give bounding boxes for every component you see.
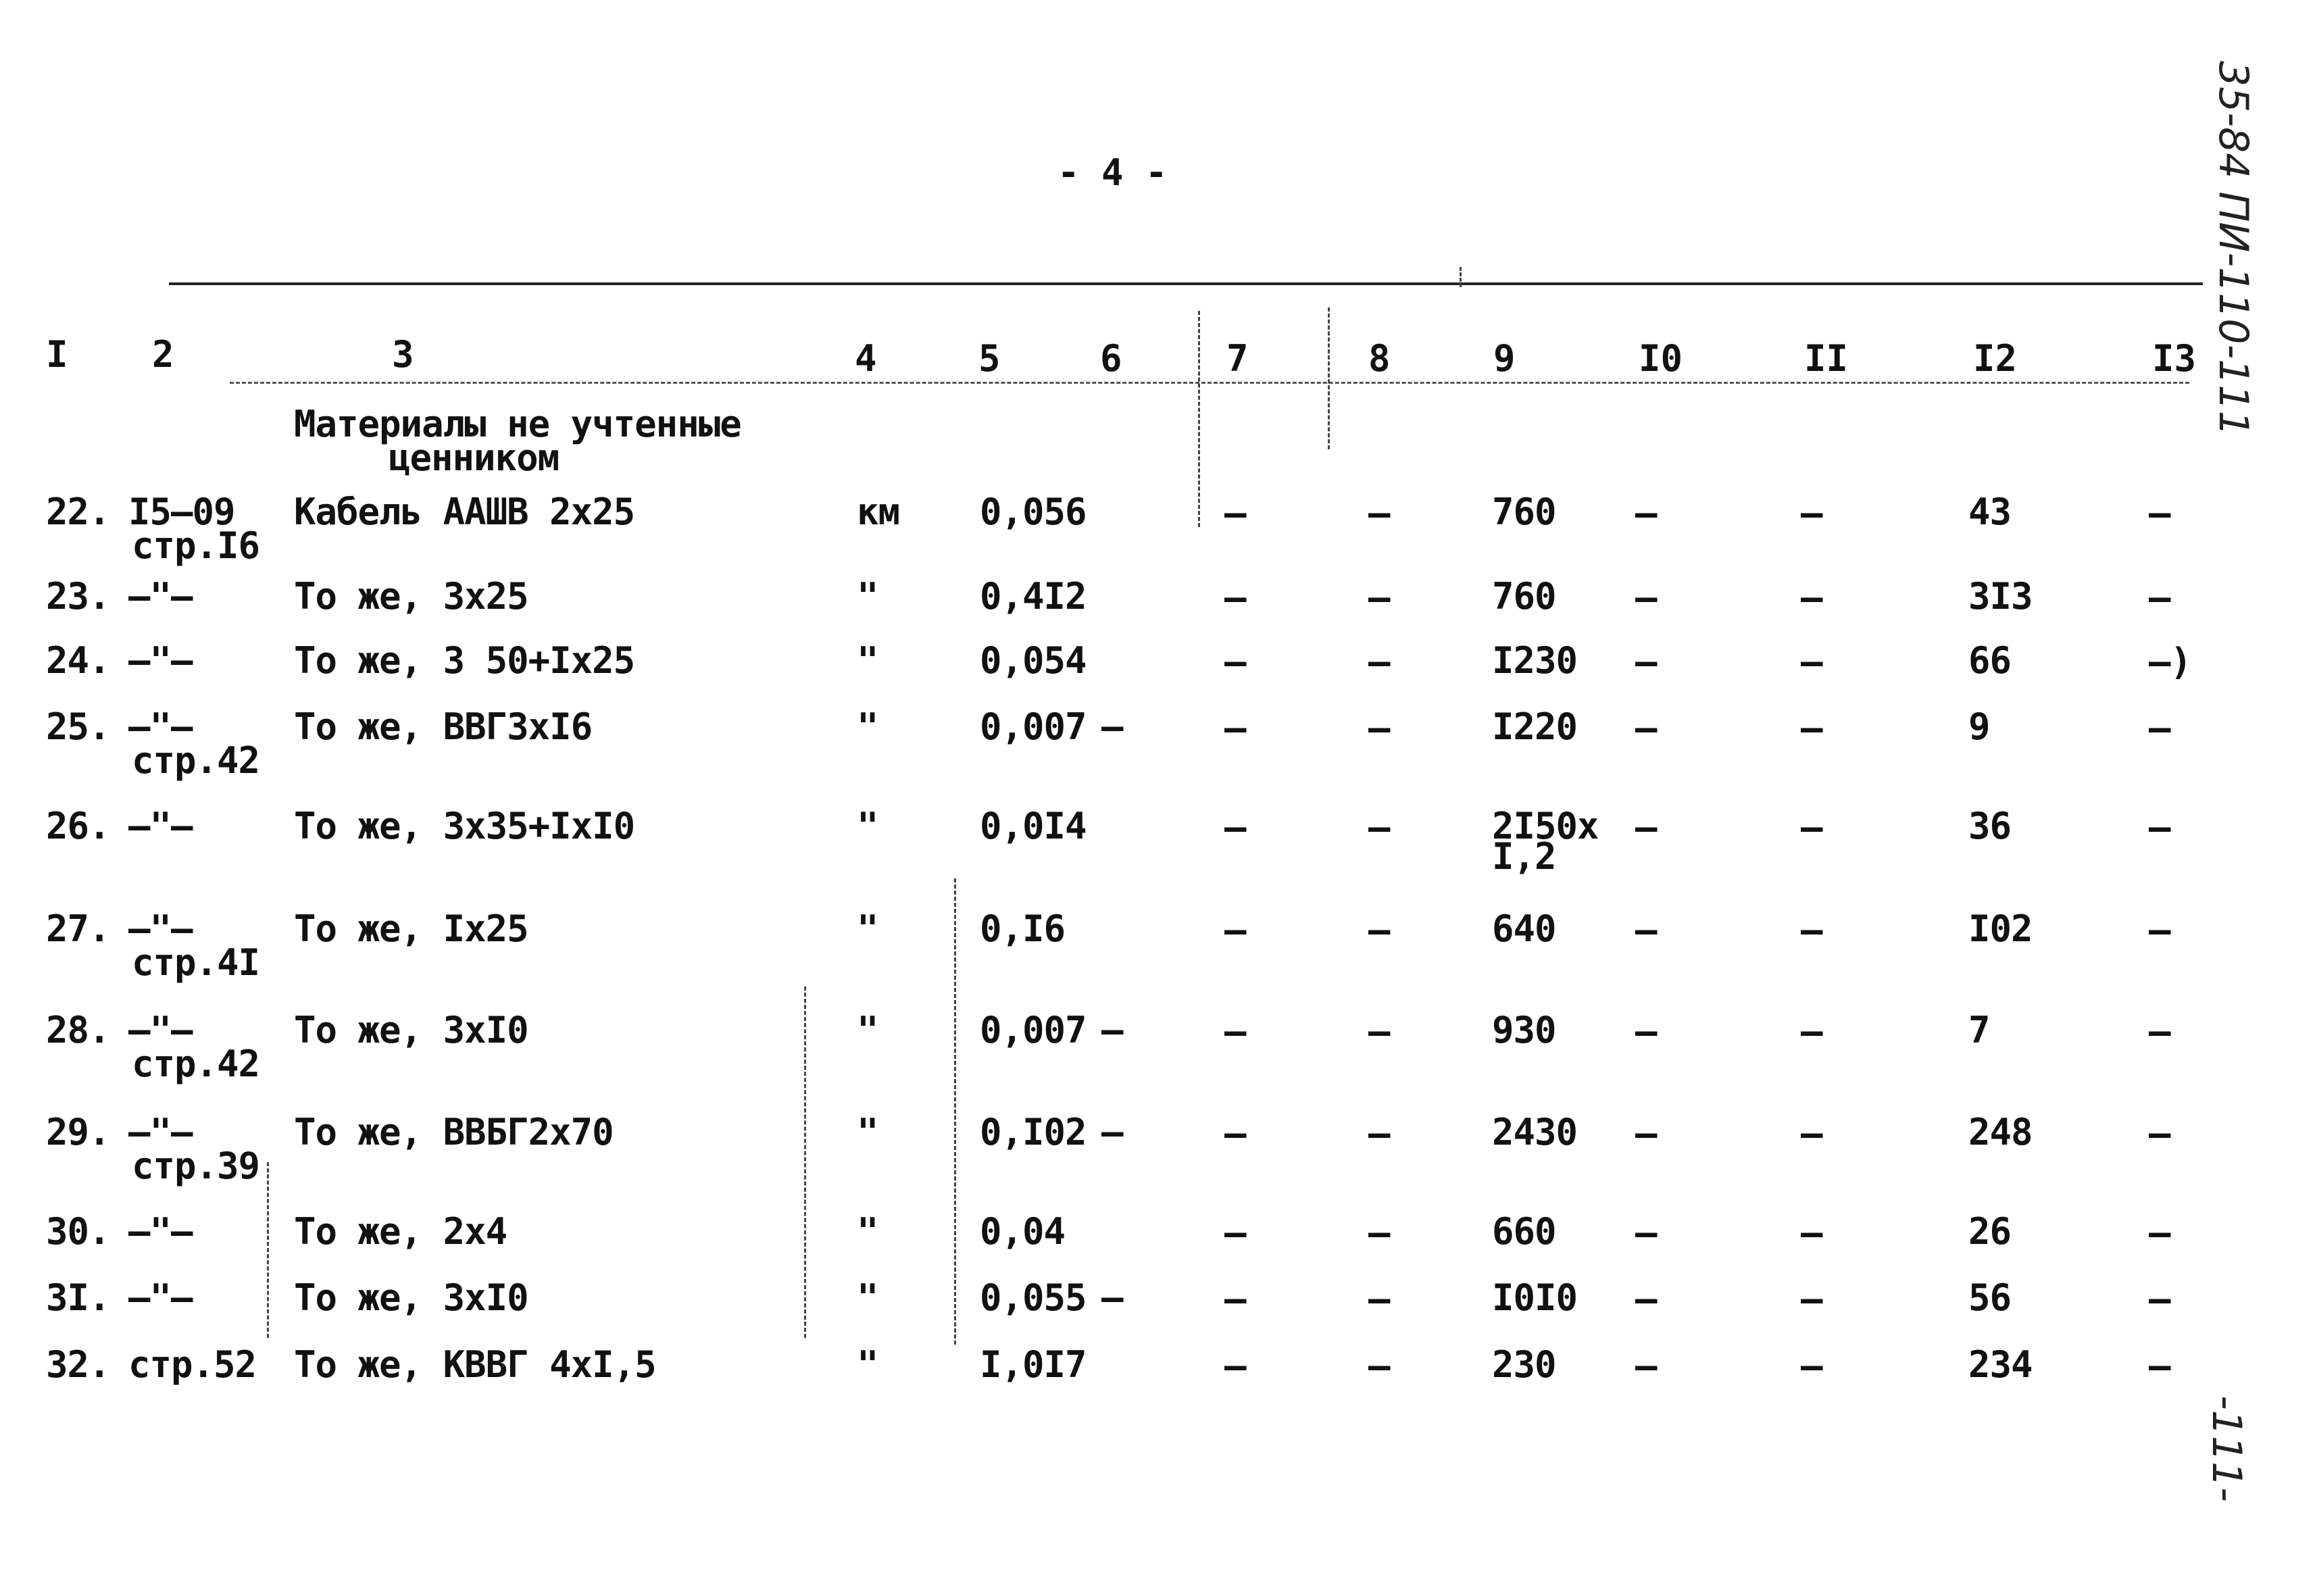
row-unit: " [857,1111,878,1153]
row-col10: – [1635,806,1657,849]
row-col10: – [1635,909,1657,951]
row-col11: – [1801,1278,1822,1320]
row-col7: – [1224,1278,1246,1320]
row-col7: – [1224,1010,1246,1053]
col-header-5: 5 [978,337,1001,380]
row-number: 30. [46,1210,110,1253]
row-unit: " [857,1009,878,1051]
row-col7: – [1224,1345,1246,1387]
section-title-line1: Материалы не учтенные [294,403,741,445]
row-reference: –"– [128,1276,193,1319]
row-col7: – [1224,1212,1246,1254]
row-col11: – [1801,1212,1822,1254]
row-reference-page: стр.4I [132,941,260,984]
col-header-10: I0 [1639,337,1683,380]
row-col10: – [1635,1112,1657,1155]
row-col11: – [1801,1112,1822,1155]
row-price: 2430 [1492,1111,1578,1153]
row-col13: – [2149,1278,2170,1320]
row-material-name: То же, ВВГ3хI6 [294,705,593,748]
row-quantity: 0,007 [980,1009,1087,1051]
row-total: 36 [1968,805,2012,847]
section-title-line2: ценником [389,437,559,479]
row-col13: –) [2149,641,2192,683]
row-col10: – [1635,492,1657,534]
row-col7: – [1224,806,1246,849]
row-col11: – [1801,576,1822,619]
row-unit: " [857,575,878,618]
row-reference: –"– [128,705,193,748]
row-col11: – [1801,909,1822,951]
row-col8: – [1368,1010,1390,1053]
col-header-12: I2 [1973,337,2018,380]
row-col7: – [1224,707,1246,749]
row-col6: – [1101,1276,1123,1319]
row-quantity: 0,007 [980,705,1087,748]
row-col7: – [1224,909,1246,951]
col-separator-5 [954,878,956,1345]
row-col6: – [1101,705,1123,748]
row-total: 9 [1968,705,1990,748]
row-reference-page: стр.42 [132,739,260,782]
row-col11: – [1801,806,1822,849]
row-col6: – [1101,1111,1123,1153]
page-number: - 4 - [1057,151,1168,194]
row-material-name: То же, 3хI0 [294,1009,528,1051]
row-col11: – [1801,1345,1822,1387]
row-col8: – [1368,1212,1390,1254]
row-col13: – [2149,1010,2170,1053]
row-number: 29. [46,1111,110,1153]
folio-number: -111- [2203,1395,2250,1502]
row-col10: – [1635,1010,1657,1053]
row-quantity: 0,I02 [980,1111,1087,1153]
document-code: 35-84 ПИ-110-111 [2210,61,2257,437]
row-total: 66 [1968,639,2012,682]
row-col13: – [2149,707,2170,749]
row-material-name: Кабель ААШВ 2х25 [294,491,635,533]
row-total: 43 [1968,491,2012,533]
row-reference: стр.52 [128,1343,257,1386]
row-unit: " [857,805,878,847]
row-price: I230 [1492,639,1578,682]
row-col7: – [1224,492,1246,534]
col-header-8: 8 [1368,337,1391,380]
row-total: I02 [1968,907,2033,950]
row-unit: км [857,491,900,533]
row-total: 7 [1968,1009,1990,1051]
row-price: 640 [1492,907,1556,950]
header-bottom-rule [230,382,2189,384]
row-col13: – [2149,1345,2170,1387]
row-col11: – [1801,707,1822,749]
col-separator-4 [804,987,806,1338]
row-reference: –"– [128,1210,193,1253]
row-total: 26 [1968,1210,2012,1253]
row-material-name: То же, Iх25 [294,907,528,950]
row-price: 230 [1492,1343,1556,1386]
row-col8: – [1368,492,1390,534]
row-number: 26. [46,805,110,847]
row-col13: – [2149,1112,2170,1155]
row-unit: " [857,705,878,748]
row-reference-page: стр.I6 [132,524,260,567]
col-header-6: 6 [1100,337,1122,380]
row-col11: – [1801,492,1822,534]
row-unit: " [857,1343,878,1386]
row-col13: – [2149,576,2170,619]
col-header-9: 9 [1493,337,1516,380]
row-price: 760 [1492,575,1556,618]
row-material-name: То же, 3х25 [294,575,528,618]
row-col7: – [1224,576,1246,619]
row-reference: –"– [128,639,193,682]
col-header-13: I3 [2152,337,2197,380]
row-price: I0I0 [1492,1276,1578,1319]
table-top-rule [169,282,2203,285]
row-total: 234 [1968,1343,2033,1386]
row-material-name: То же, 3 50+Iх25 [294,639,635,682]
row-reference-page: стр.39 [132,1145,260,1187]
row-col10: – [1635,576,1657,619]
row-unit: " [857,1210,878,1253]
row-col8: – [1368,707,1390,749]
row-reference: –"– [128,805,193,847]
row-material-name: То же, КВВГ 4хI,5 [294,1343,656,1386]
col-separator-7 [1198,311,1200,527]
col-header-7: 7 [1226,337,1249,380]
row-quantity: 0,04 [980,1210,1066,1253]
row-col10: – [1635,1212,1657,1254]
row-number: 32. [46,1343,110,1386]
row-price-multiplier: I,2 [1492,835,1556,878]
row-col8: – [1368,1345,1390,1387]
row-unit: " [857,907,878,950]
row-price: 660 [1492,1210,1556,1253]
col-header-1: I [46,333,68,376]
row-col8: – [1368,641,1390,683]
row-number: 22. [46,491,110,533]
row-col11: – [1801,641,1822,683]
row-reference: –"– [128,907,193,950]
row-unit: " [857,639,878,682]
row-price: 760 [1492,491,1556,533]
row-price: I220 [1492,705,1578,748]
row-col8: – [1368,909,1390,951]
row-quantity: 0,0I4 [980,805,1087,847]
row-number: 28. [46,1009,110,1051]
row-material-name: То же, 3хI0 [294,1276,528,1319]
row-number: 3I. [46,1276,110,1319]
col-separator-3 [267,1162,269,1338]
col-header-4: 4 [855,337,877,380]
row-quantity: I,0I7 [980,1343,1087,1386]
row-col8: – [1368,576,1390,619]
row-total: 3I3 [1968,575,2033,618]
row-price: 930 [1492,1009,1556,1051]
row-col7: – [1224,1112,1246,1155]
col-separator-8 [1328,307,1330,449]
row-quantity: 0,054 [980,639,1087,682]
row-quantity: 0,I6 [980,907,1066,950]
row-col10: – [1635,1278,1657,1320]
row-quantity: 0,055 [980,1276,1087,1319]
row-col11: – [1801,1010,1822,1053]
row-col10: – [1635,641,1657,683]
row-number: 23. [46,575,110,618]
row-unit: " [857,1276,878,1319]
col-header-2: 2 [152,333,174,376]
row-col13: – [2149,909,2170,951]
row-total: 56 [1968,1276,2012,1319]
row-quantity: 0,4I2 [980,575,1087,618]
row-col13: – [2149,492,2170,534]
col-header-11: II [1804,337,1849,380]
row-price: 2I50х [1492,805,1599,847]
row-reference: –"– [128,1009,193,1051]
row-col10: – [1635,1345,1657,1387]
row-material-name: То же, 2х4 [294,1210,507,1253]
row-col13: – [2149,1212,2170,1254]
row-number: 24. [46,639,110,682]
row-col6: – [1101,1009,1123,1051]
row-reference-page: стр.42 [132,1043,260,1085]
row-reference: –"– [128,1111,193,1153]
row-total: 248 [1968,1111,2033,1153]
row-material-name: То же, 3х35+IхI0 [294,805,635,847]
col-header-3: 3 [392,333,414,376]
row-quantity: 0,056 [980,491,1087,533]
header-tick [1460,267,1462,287]
row-col10: – [1635,707,1657,749]
row-col8: – [1368,1112,1390,1155]
row-col8: – [1368,806,1390,849]
row-col8: – [1368,1278,1390,1320]
row-number: 25. [46,705,110,748]
row-number: 27. [46,907,110,950]
row-reference: I5–09 [128,491,235,533]
row-col13: – [2149,806,2170,849]
row-reference: –"– [128,575,193,618]
row-material-name: То же, ВВБГ2х70 [294,1111,614,1153]
row-col7: – [1224,641,1246,683]
